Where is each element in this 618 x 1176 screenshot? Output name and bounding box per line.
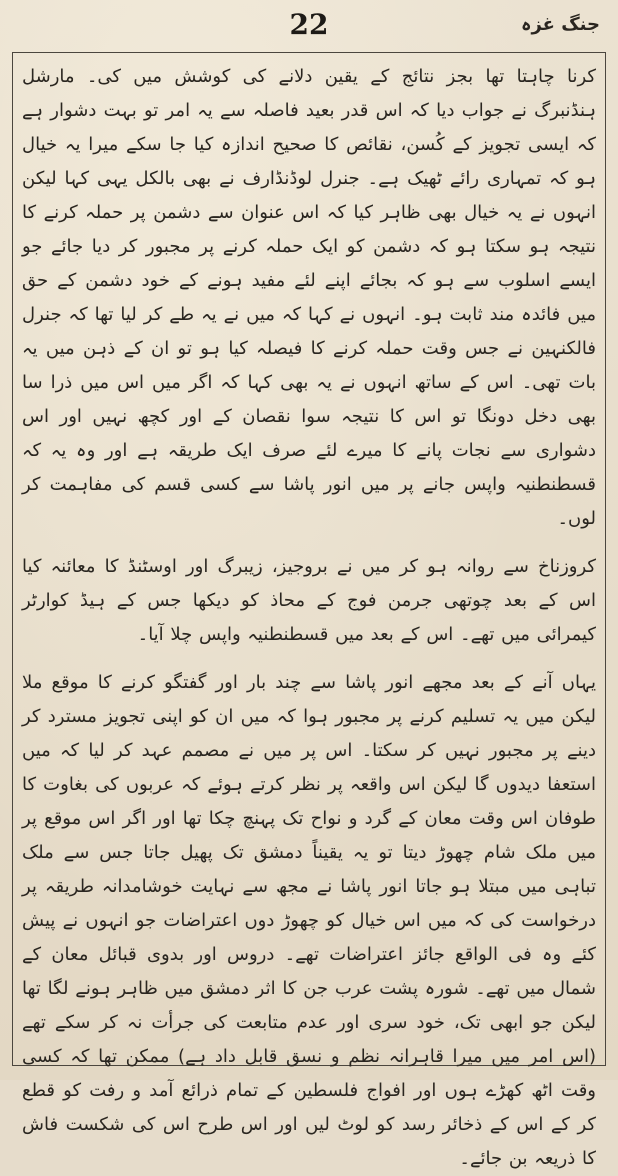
page-body — [22, 60, 596, 1169]
page-number: 22 — [289, 8, 329, 41]
running-title: جنگ غزہ — [520, 14, 600, 35]
paragraph-3: یہاں آنے کے بعد مجھے انور پاشا سے چند بار اور گفتگو کرنے کا موقع ملا لیکن میں یہ تسلیم کرنے پر مجبور ہوا کہ میں ان کو اپنی تجویز مسترد کر دینے پر مجبور نہیں کر سکتا۔ اس پر میں نے مصمم عہد کر لیا کہ میں استعفا دیدوں گا لیکن اس واقعہ پر نظر کرتے ہوئے کہ عربوں کی بغاوت کا طوفان اس وقت معان کے گرد و نواح تک پہنچ چکا تھا اور اگر اس موقع پر میں ملک شام چھوڑ دیتا تو یہ یقیناً دمشق تک پھیل جاتا جس سے ملک تباہی میں مبتلا ہو جاتا انور پاشا نے مجھ سے نہایت خوشامدانہ طریقہ پر درخواست کی کہ میں اس خیال کو چھوڑ دوں اعتراضات جو انہوں نے پیش کئے وہ فی الواقع جائز اعتراضات تھے۔ دروس اور بدوی قبائل معان کے شمال میں تھے۔ شورہ پشت عرب جن کا اثر دمشق میں ظاہر ہونے لگا تھا لیکن جو ابھی تک، خود سری اور عدم متابعت کی جرأت نہ کر سکے تھے (اس امر میں میرا قاہرانہ نظم و نسق قابل داد ہے) ممکن تھا کہ کسی وقت اٹھ کھڑے ہوں اور افواج فلسطین کے تمام ذرائع آمد و رفت کو قطع کر کے اس کے ذخائر رسد کو لوٹ لیں اور اس طرح اس کی شکست فاش کا ذریعہ بن جائے۔ — [22, 672, 596, 1169]
paragraph-2: کروزناخ سے روانہ ہو کر میں نے بروجیز، زیبرگ اور اوسٹنڈ کا معائنہ کیا اس کے بعد چوتھی جرمن فوج کے محاذ کو دیکھا جس کے ہیڈ کوارٹر کیمرائی میں تھے۔ اس کے بعد میں قسطنطنیہ واپس چلا آیا۔ — [22, 556, 596, 645]
page-header — [18, 8, 600, 48]
paragraph-1: کرنا چاہتا تھا بجز نتائج کے یقین دلانے کی کوشش میں کی۔ مارشل ہنڈنبرگ نے جواب دیا کہ اس قدر بعید فاصلہ سے یہ امر تو بہت دشوار ہے کہ ایسی تجویز کے کُسن، نقائص کا صحیح اندازہ کیا جا سکے میرا یہ خیال ہو کہ تمہاری رائے ٹھیک ہے۔ جنرل لوڈنڈارف نے بھی بالکل یہی کہا لیکن انہوں نے یہ خیال بھی ظاہر کیا کہ اس عنوان سے دشمن پر حملہ کرنے کا نتیجہ ہو سکتا ہو کہ دشمن کو ایک حملہ کرنے پر مجبور کر دیا جائے جو ایسے اسلوب سے ہو کہ بجائے اپنے لئے مفید ہونے کے خود دشمن کے حق میں فائدہ مند ثابت ہو۔ انہوں نے کہا کہ میں نے یہ طے کر لیا تھا کہ جنرل فالکنہین نے جس وقت حملہ کرنے کا فیصلہ کیا ہو تو ان کے ذہن میں یہ بات تھی۔ اس کے ساتھ انہوں نے یہ بھی کہا کہ اگر میں اس میں ذرا سا بھی دخل دونگا تو اس کا نتیجہ سوا نقصان کے اور کچھ نہیں اور اس دشواری سے نجات پانے کا میرے لئے صرف ایک طریقہ ہے اور وہ یہ کہ قسطنطنیہ واپس جانے پر میں انور پاشا سے کسی قسم کی مفاہمت کر لوں۔ — [22, 66, 596, 529]
